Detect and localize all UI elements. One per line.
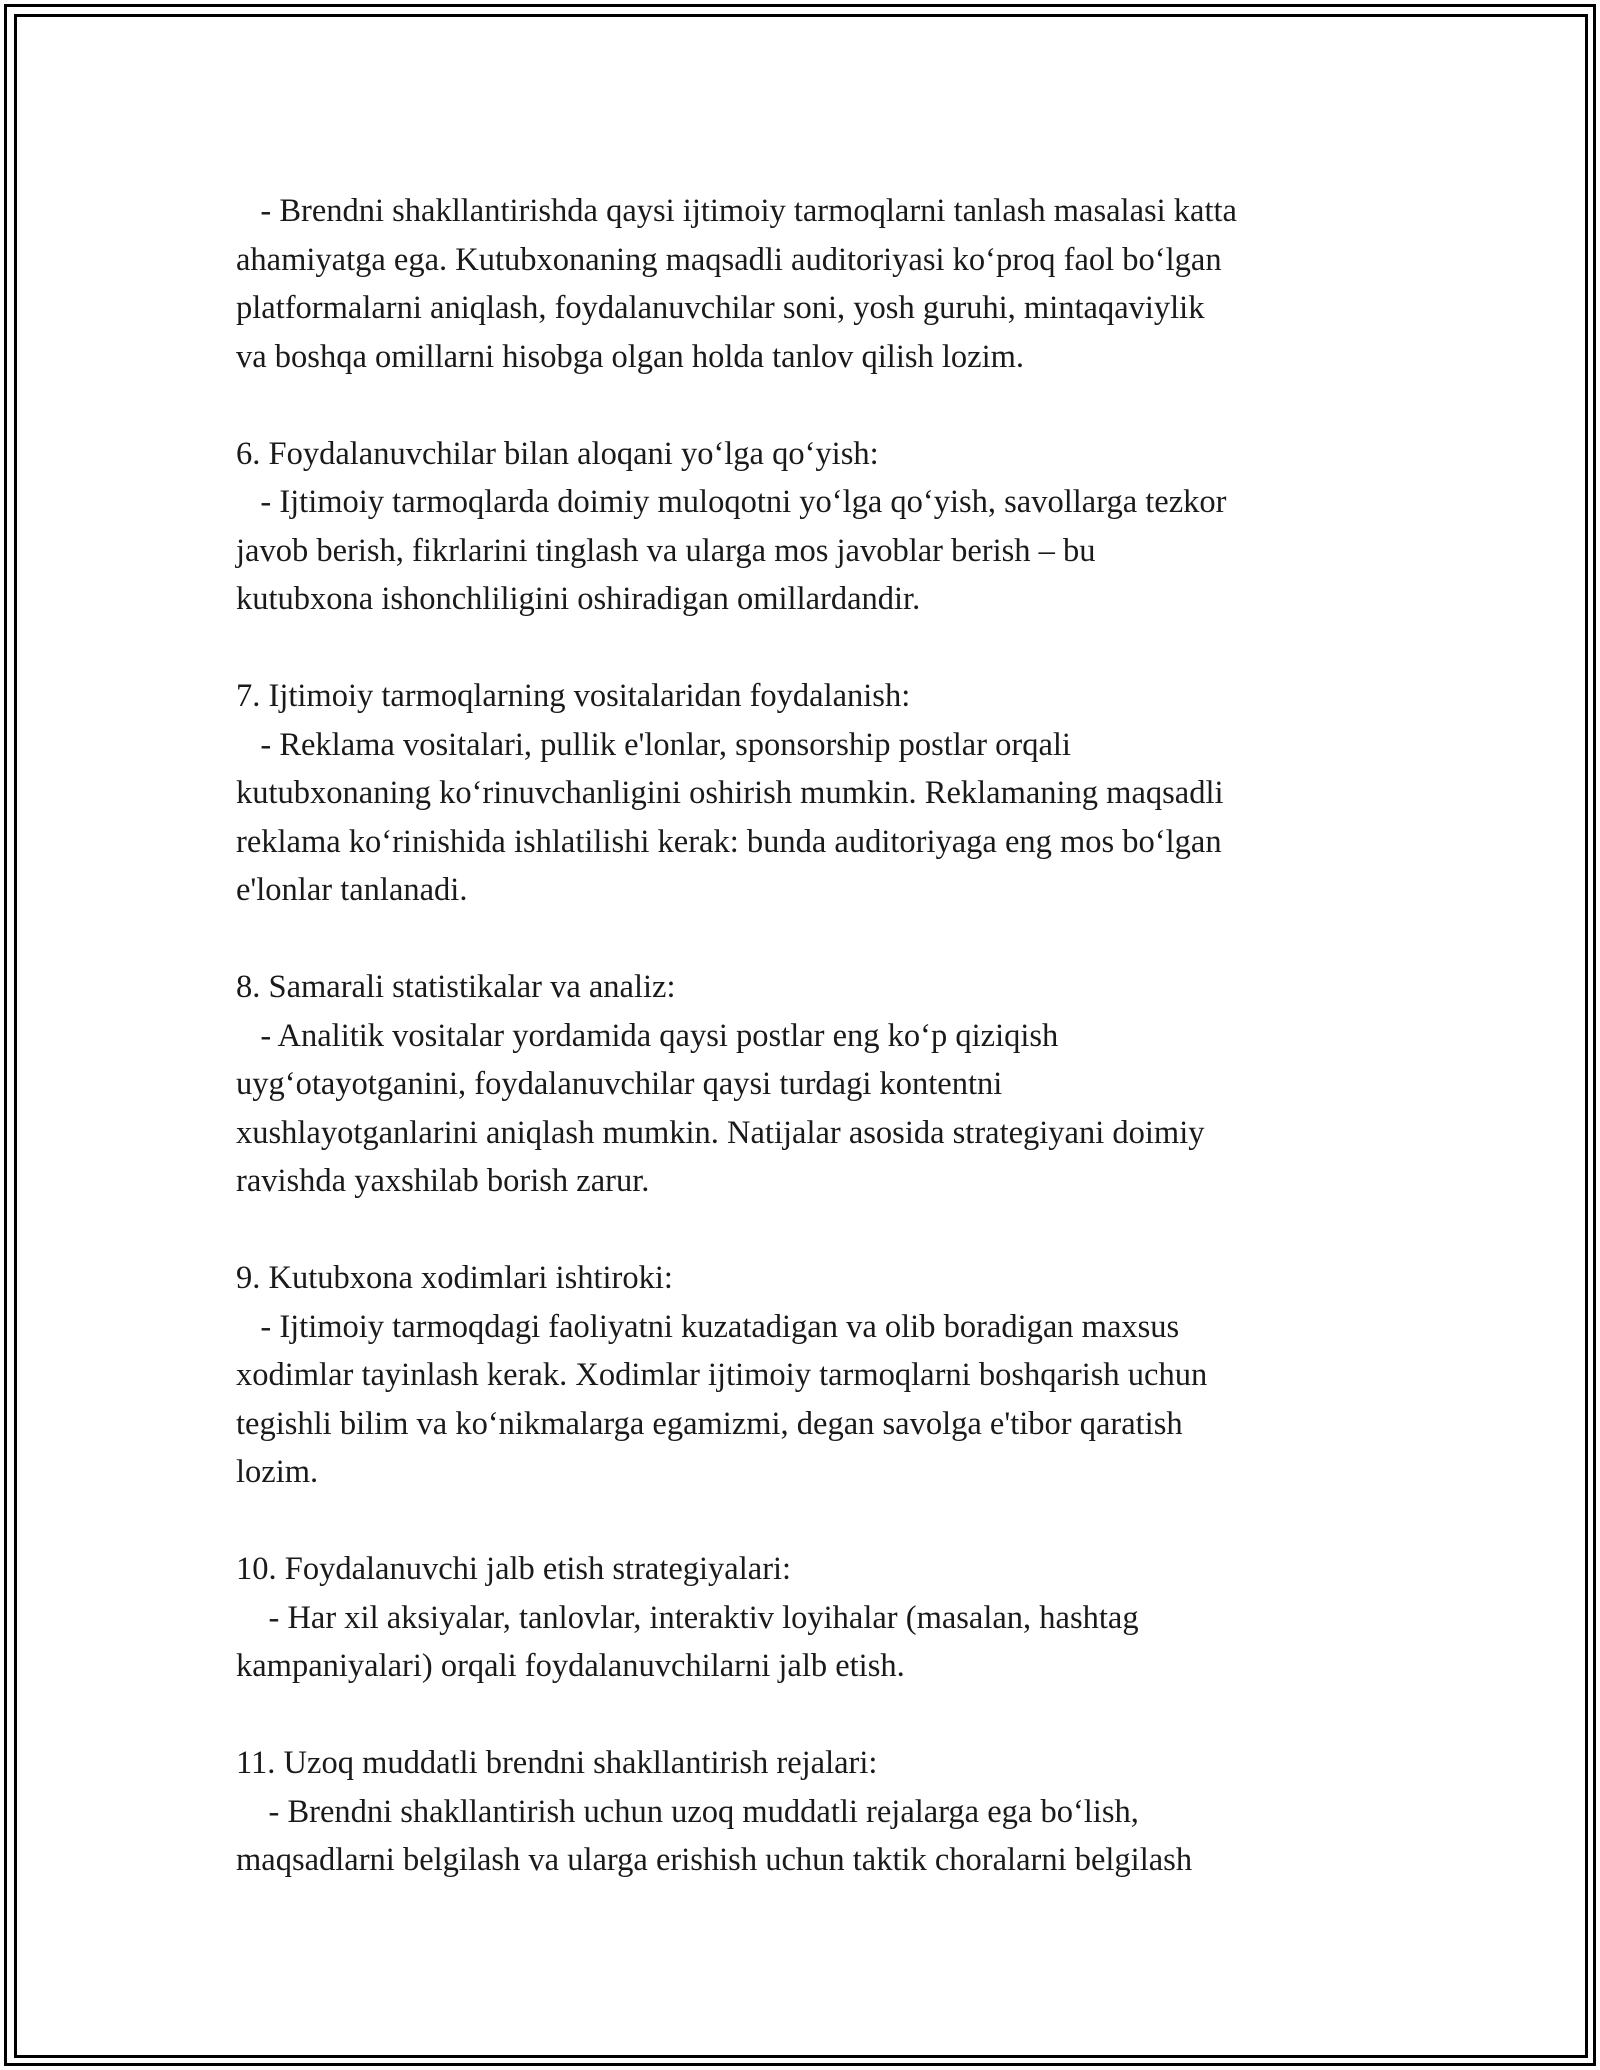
- text-line: va boshqa omillarni hisobga olgan holda tanlov qilish lozim.: [236, 338, 1025, 375]
- text-line: maqsadlarni belgilash va ularga erishish uchun taktik choralarni belgilash: [236, 1842, 1193, 1878]
- text-line: reklama ko‘rinishida ishlatilishi kerak: bunda auditoriyaga eng mos bo‘lgan: [236, 823, 1222, 860]
- text-line: uyg‘otayotganini, foydalanuvchilar qaysi turdagi kontentni: [236, 1066, 1003, 1102]
- text-line: lozim.: [236, 1454, 319, 1490]
- text-line: - Ijtimoiy tarmoqlarda doimiy muloqotni yo‘lga qo‘yish, savollarga tezkor: [236, 484, 1227, 520]
- section-heading: 11. Uzoq muddatli brendni shakllantirish rejalari:: [236, 1745, 878, 1781]
- text-line: - Reklama vositalari, pullik e'lonlar, sponsorship postlar orqali: [236, 726, 1071, 763]
- text-line: e'lonlar tanlanadi.: [236, 872, 468, 908]
- text-line: - Brendni shakllantirish uchun uzoq muddatli rejalarga ega bo‘lish,: [236, 1793, 1139, 1830]
- text-line: kutubxona ishonchliligini oshiradigan omillardandir.: [236, 581, 921, 617]
- document-body: [236, 187, 1386, 1885]
- section-heading: 8. Samarali statistikalar va analiz:: [236, 969, 676, 1005]
- text-line: xushlayotganlarini aniqlash mumkin. Natijalar asosida strategiyani doimiy: [236, 1114, 1205, 1151]
- text-line: - Ijtimoiy tarmoqdagi faoliyatni kuzatadigan va olib boradigan maxsus: [236, 1308, 1180, 1345]
- text-line: tegishli bilim va ko‘nikmalarga egamizmi, degan savolga e'tibor qaratish: [236, 1405, 1183, 1442]
- text-line: - Analitik vositalar yordamida qaysi postlar eng ko‘p qiziqish: [236, 1017, 1059, 1054]
- text-line: javob berish, fikrlarini tinglash va ularga mos javoblar berish – bu: [236, 532, 1096, 569]
- text-line: - Har xil aksiyalar, tanlovlar, interaktiv loyihalar (masalan, hashtag: [236, 1599, 1139, 1636]
- section-heading: 10. Foydalanuvchi jalb etish strategiyalari:: [236, 1551, 792, 1587]
- paragraph-gap: [236, 1691, 1386, 1740]
- section-heading: 6. Foydalanuvchilar bilan aloqani yo‘lga qo‘yish:: [236, 435, 879, 472]
- text-line: xodimlar tayinlash kerak. Xodimlar ijtimoiy tarmoqlarni boshqarish uchun: [236, 1357, 1208, 1393]
- paragraph-gap: [236, 1497, 1386, 1546]
- text-line: ravishda yaxshilab borish zarur.: [236, 1163, 650, 1199]
- paragraph-gap: [236, 624, 1386, 673]
- section-heading: 9. Kutubxona xodimlari ishtiroki:: [236, 1260, 673, 1296]
- text-line: kampaniyalari) orqali foydalanuvchilarni jalb etish.: [236, 1648, 905, 1684]
- text-line: platformalarni aniqlash, foydalanuvchilar soni, yosh guruhi, mintaqaviylik: [236, 290, 1205, 326]
- text-line: ahamiyatga ega. Kutubxonaning maqsadli auditoriyasi ko‘proq faol bo‘lgan: [236, 241, 1222, 278]
- paragraph-gap: [236, 381, 1386, 430]
- section-heading: 7. Ijtimoiy tarmoqlarning vositalaridan foydalanish:: [236, 678, 911, 714]
- paragraph-gap: [236, 1206, 1386, 1255]
- text-line: - Brendni shakllantirishda qaysi ijtimoiy tarmoqlarni tanlash masalasi katta: [236, 193, 1237, 229]
- text-line: kutubxonaning ko‘rinuvchanligini oshirish mumkin. Reklamaning maqsadli: [236, 775, 1224, 811]
- paragraph-gap: [236, 915, 1386, 964]
